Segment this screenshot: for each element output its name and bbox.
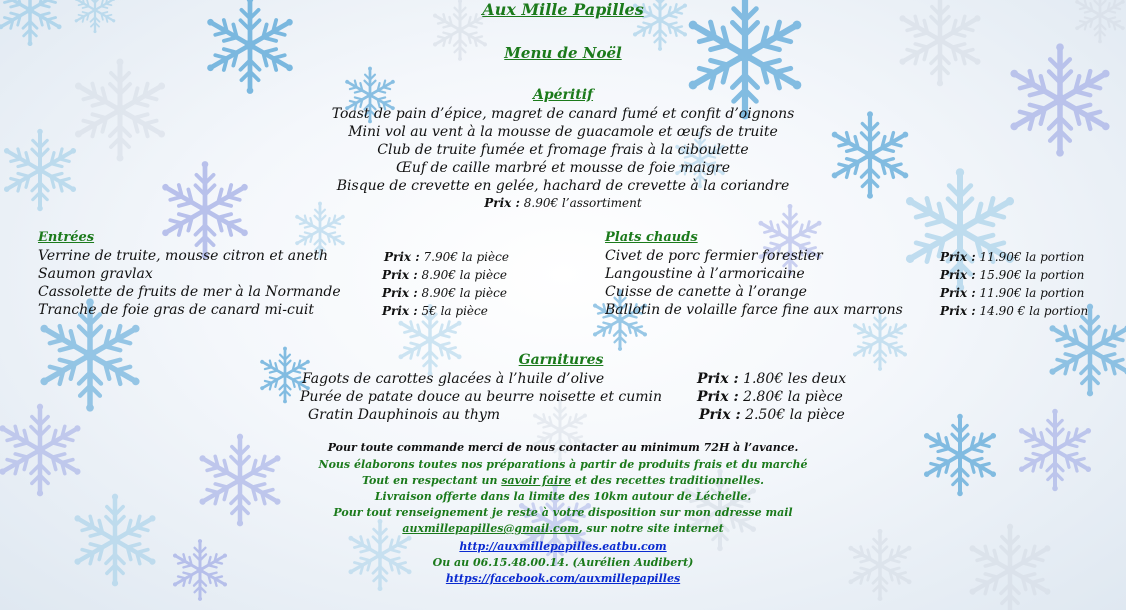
- price-label: Prix :: [382, 268, 418, 282]
- garnitures-heading: Garnitures: [518, 352, 604, 368]
- price-label: Prix :: [940, 286, 976, 300]
- email-link[interactable]: auxmillepapilles@gmail.com: [402, 522, 579, 535]
- price-label: Prix :: [484, 196, 520, 210]
- plat-price: [940, 304, 1088, 318]
- entrees-heading: Entrées: [38, 230, 95, 245]
- price-value: 8.90€ la pièce: [421, 268, 507, 282]
- aperitif-item: Mini vol au vent à la mousse de guacamole et œufs de truite: [348, 124, 778, 140]
- garniture-price: [699, 407, 845, 423]
- tradition-text: Tout en respectant un: [362, 474, 502, 487]
- price-value: 8.90€ l’assortiment: [523, 196, 642, 210]
- tradition-notice: [0, 474, 1126, 487]
- price-label: Prix :: [384, 250, 420, 264]
- price-label: Prix :: [940, 250, 976, 264]
- fresh-products-notice: Nous élaborons toutes nos préparations à partir de produits frais et du marché: [318, 458, 808, 471]
- price-value: 5€ la pièce: [421, 304, 488, 318]
- price-value: 1.80€ les deux: [743, 371, 847, 387]
- price-value: 14.90 € la portion: [979, 304, 1089, 318]
- price-label: Prix :: [697, 389, 739, 405]
- garniture-item: Purée de patate douce au beurre noisette et cumin: [300, 389, 663, 405]
- order-notice: Pour toute commande merci de nous contacter au minimum 72H à l’avance.: [327, 441, 799, 454]
- plat-price: [940, 268, 1084, 282]
- website-label: , sur notre site internet: [578, 522, 724, 535]
- aperitif-item: Club de truite fumée et fromage frais à la ciboulette: [377, 142, 749, 158]
- price-value: 15.90€ la portion: [979, 268, 1085, 282]
- website-link[interactable]: http://auxmillepapilles.eatbu.com: [459, 540, 667, 553]
- price-label: Prix :: [940, 304, 976, 318]
- phone-line: Ou au 06.15.48.00.14. (Aurélien Audibert): [432, 556, 694, 569]
- restaurant-name: Aux Mille Papilles: [482, 0, 644, 19]
- price-label: Prix :: [697, 371, 739, 387]
- plat-item: Cuisse de canette à l’orange: [605, 284, 807, 300]
- tradition-text-end: et des recettes traditionnelles.: [571, 474, 764, 487]
- price-label: Prix :: [940, 268, 976, 282]
- price-value: 8.90€ la pièce: [421, 286, 507, 300]
- savoir-faire-text: savoir faire: [501, 474, 572, 487]
- menu-title: Menu de Noël: [504, 44, 622, 62]
- garniture-item: Fagots de carottes glacées à l’huile d’olive: [302, 371, 605, 387]
- entree-item: Cassolette de fruits de mer à la Normande: [38, 284, 341, 300]
- delivery-notice: Livraison offerte dans la limite des 10km autour de Léchelle.: [374, 490, 752, 503]
- plat-price: [940, 250, 1084, 264]
- price-value: 2.50€ la pièce: [745, 407, 845, 423]
- garniture-price: [697, 389, 843, 405]
- facebook-link[interactable]: https://facebook.com/auxmillepapilles: [445, 572, 681, 585]
- email-line: [0, 522, 1126, 535]
- entree-item: Tranche de foie gras de canard mi-cuit: [38, 302, 314, 318]
- garniture-item: Gratin Dauphinois au thym: [308, 407, 501, 423]
- entree-item: Saumon gravlax: [38, 266, 153, 282]
- aperitif-heading: Apéritif: [532, 87, 594, 103]
- aperitif-price: [0, 196, 1126, 210]
- aperitif-item: Toast de pain d’épice, magret de canard fumé et confit d’oignons: [331, 106, 795, 122]
- price-label: Prix :: [699, 407, 741, 423]
- plat-item: Civet de porc fermier forestier: [605, 248, 823, 264]
- price-label: Prix :: [382, 286, 418, 300]
- price-value: 11.90€ la portion: [979, 286, 1085, 300]
- entree-price: [382, 286, 507, 300]
- plats-heading: Plats chauds: [605, 230, 698, 245]
- garniture-price: [697, 371, 846, 387]
- price-value: 7.90€ la pièce: [423, 250, 509, 264]
- entree-price: [384, 250, 509, 264]
- aperitif-item: Bisque de crevette en gelée, hachard de crevette à la coriandre: [336, 178, 790, 194]
- entree-price: [382, 304, 488, 318]
- aperitif-item: Œuf de caille marbré et mousse de foie maigre: [395, 160, 731, 176]
- plat-item: Langoustine à l’armoricaine: [605, 266, 805, 282]
- price-label: Prix :: [382, 304, 418, 318]
- entree-item: Verrine de truite, mousse citron et aneth: [38, 248, 329, 264]
- price-value: 11.90€ la portion: [979, 250, 1085, 264]
- entree-price: [382, 268, 507, 282]
- contact-notice: Pour tout renseignement je reste à votre disposition sur mon adresse mail: [333, 506, 793, 519]
- plat-price: [940, 286, 1084, 300]
- price-value: 2.80€ la pièce: [743, 389, 843, 405]
- plat-item: Ballotin de volaille farce fine aux marrons: [605, 302, 903, 318]
